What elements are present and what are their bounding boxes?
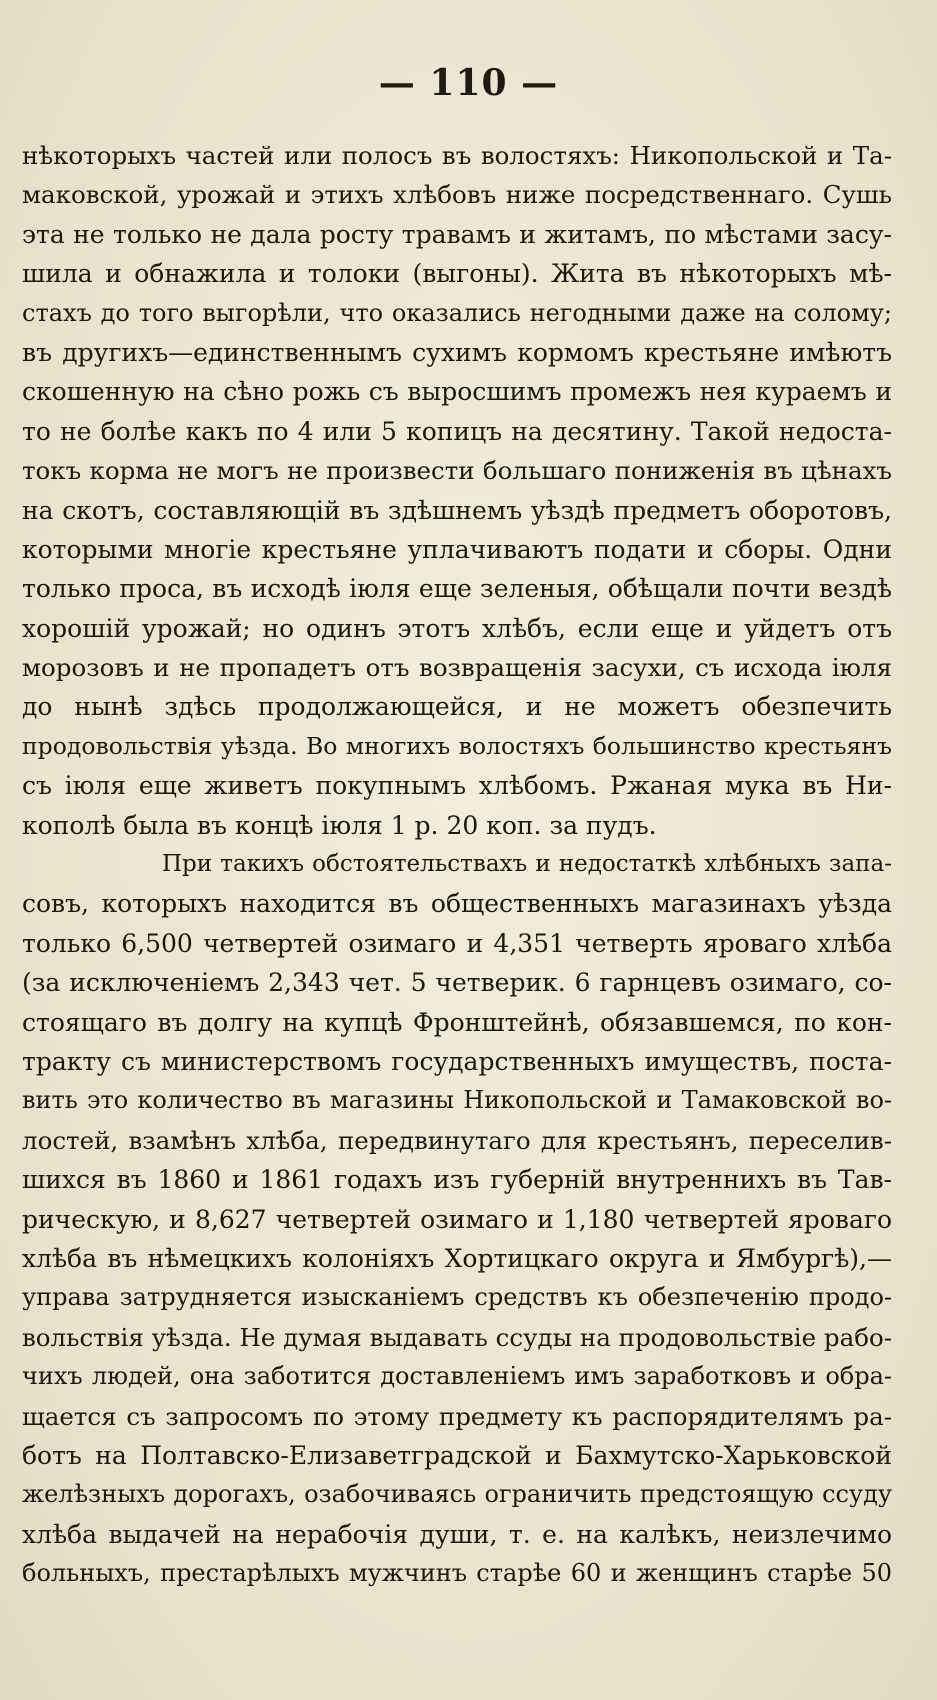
text-line: то не болѣе какъ по 4 или 5 копицъ на десятину. Такой недоста-: [22, 416, 892, 446]
text-line: хорошій урожай; но одинъ этотъ хлѣбъ, если еще и уйдетъ отъ: [22, 613, 892, 643]
text-line: ботъ на Полтавско-Елизаветградской и Бахмутско-Харьковской: [22, 1440, 892, 1470]
text-line: совъ, которыхъ находится въ общественныхъ магазинахъ уѣзда: [22, 889, 892, 919]
text-line: скошенную на сѣно рожь съ выросшимъ промежъ нея кураемъ и: [22, 377, 892, 407]
text-line: которыми многіе крестьяне уплачиваютъ подати и сборы. Одни: [22, 534, 892, 564]
text-line: желѣзныхъ дорогахъ, озабочиваясь ограничить предстоящую ссуду: [22, 1480, 892, 1509]
text-line: лостей, взамѣнъ хлѣба, передвинутаго для крестьянъ, переселив-: [22, 1125, 892, 1155]
text-line: до нынѣ здѣсь продолжающейся, и не можетъ обезпечить: [22, 692, 892, 722]
text-line: больныхъ, престарѣлыхъ мужчинъ старѣе 60 и женщинъ старѣе 50: [22, 1559, 892, 1588]
text-line: вольствія уѣзда. Не думая выдавать ссуды на продовольствіе рабо-: [22, 1322, 892, 1352]
text-line: чихъ людей, она заботится доставленіемъ имъ заработковъ и обра-: [22, 1362, 892, 1391]
text-line: морозовъ и не пропадетъ отъ возвращенія засухи, съ исхода іюля: [22, 653, 892, 683]
text-line: вить это количество въ магазины Никопольской и Тамаковской во-: [22, 1086, 892, 1115]
text-line: эта не только не дала росту травамъ и житамъ, по мѣстами засу-: [22, 219, 892, 249]
text-line: нѣкоторыхъ частей или полосъ въ волостяхъ: Никопольской и Та-: [22, 141, 892, 170]
text-line: хлѣба въ нѣмецкихъ колоніяхъ Хортицкаго округа и Ямбургѣ),—: [22, 1243, 892, 1273]
text-line: рическую, и 8,627 четвертей озимаго и 1,180 четвертей яроваго: [22, 1204, 892, 1234]
text-line: шихся въ 1860 и 1861 годахъ изъ губерній внутреннихъ въ Тав-: [22, 1165, 892, 1195]
text-line: продовольствія уѣзда. Во многихъ волостяхъ большинство крестьянъ: [22, 731, 892, 760]
page-number: — 110 —: [378, 62, 559, 104]
text-line: стахъ до того выгорѣли, что оказались негодными даже на солому;: [22, 298, 892, 327]
text-line: стоящаго въ долгу на купцѣ Фронштейнѣ, обязавшемся, по кон-: [22, 1007, 892, 1037]
paragraph-end-line: кополѣ была въ концѣ іюля 1 р. 20 коп. за пудъ.: [22, 810, 657, 840]
body-text: [22, 136, 892, 1593]
text-line: только 6,500 четвертей озимаго и 4,351 четверть яроваго хлѣба: [22, 928, 892, 958]
text-line: съ іюля еще живетъ покупнымъ хлѣбомъ. Ржаная мука въ Ни-: [22, 771, 892, 801]
text-line: тракту съ министерствомъ государственныхъ имуществъ, поста-: [22, 1046, 892, 1076]
text-line: маковской, урожай и этихъ хлѣбовъ ниже посредственнаго. Сушь: [22, 180, 892, 210]
text-line: шила и обнажила и толоки (выгоны). Жита въ нѣкоторыхъ мѣ-: [22, 259, 892, 289]
text-line: (за исключеніемъ 2,343 чет. 5 четверик. 6 гарнцевъ озимаго, со-: [22, 968, 892, 998]
text-line: токъ корма не могъ не произвести большаго пониженія въ цѣнахъ: [22, 456, 892, 486]
text-line: на скотъ, составляющій въ здѣшнемъ уѣздѣ предметъ оборотовъ,: [22, 495, 892, 525]
paragraph-start-line: При такихъ обстоятельствахъ и недостаткѣ хлѣбныхъ запа-: [162, 851, 892, 878]
text-line: въ другихъ—единственнымъ сухимъ кормомъ крестьяне имѣютъ: [22, 337, 892, 367]
text-line: только проса, въ исходѣ іюля еще зеленыя, обѣщали почти вездѣ: [22, 574, 892, 604]
text-line: хлѣба выдачей на нерабочія души, т. е. на калѣкъ, неизлечимо: [22, 1519, 892, 1549]
text-line: управа затрудняется изысканіемъ средствъ къ обезпеченію продо-: [22, 1283, 892, 1312]
text-line: щается съ запросомъ по этому предмету къ распорядителямъ ра-: [22, 1401, 892, 1431]
